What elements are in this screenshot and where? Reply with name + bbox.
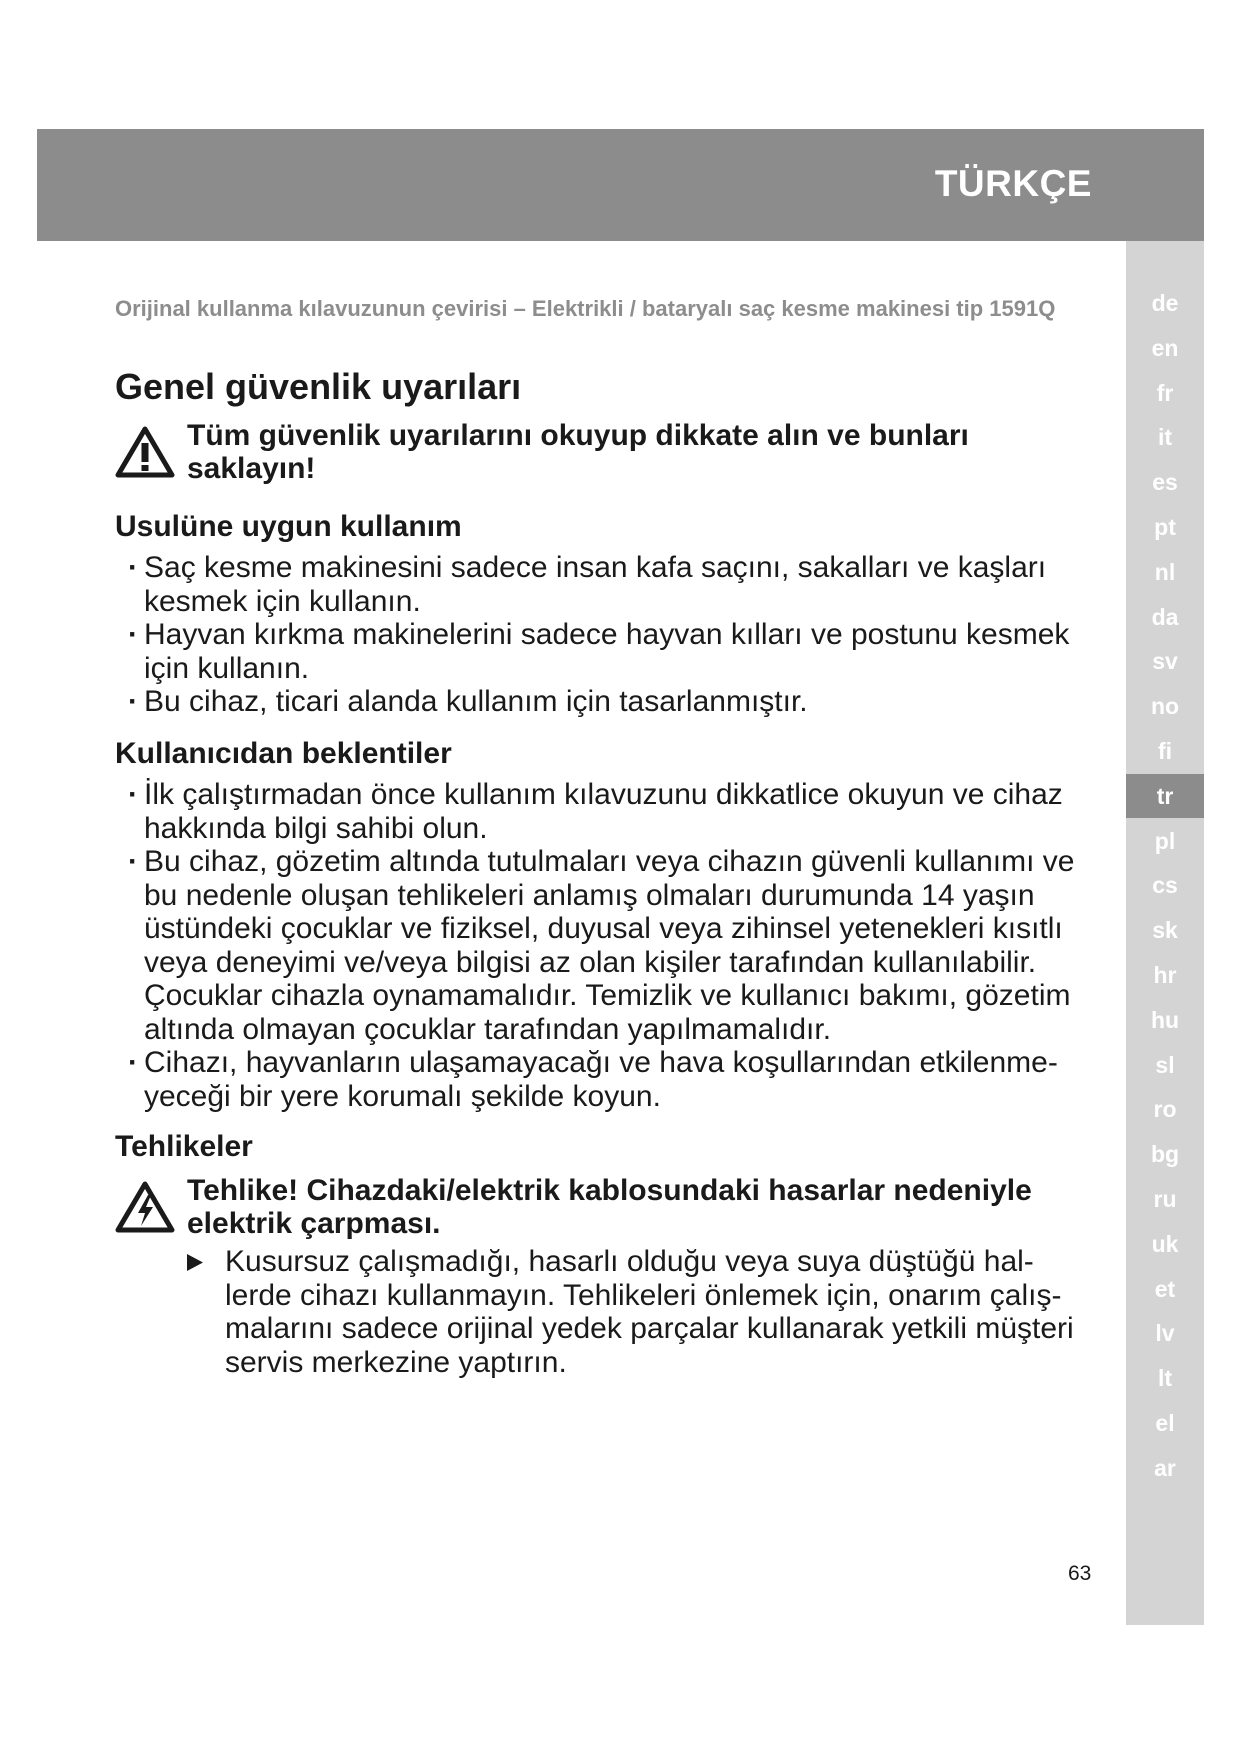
language-item-sk: sk — [1152, 917, 1178, 944]
hazard-instruction-text: Kusursuz çalışmadığı, hasarlı olduğu veya suya düştüğü hal-lerde cihazı kullanmayın. Tehlikeleri önlemek için, onarım çalış-malarını sadece orijinal yedek parçalar kullanarak yetkili müşteri servis merkezine yaptırın. — [225, 1245, 1074, 1379]
section-title-hazards: Tehlikeler — [115, 1130, 253, 1163]
list-item: · İlk çalıştırmadan önce kullanım kılavuzunu dikkatlice okuyun ve cihaz hakkında bilgi sahibi olun. — [128, 778, 1088, 845]
language-item-no: no — [1150, 693, 1180, 720]
language-item-lv: lv — [1155, 1320, 1175, 1347]
warning-triangle-icon — [115, 425, 175, 479]
hazard-instruction — [187, 1245, 1087, 1379]
proper-use-list — [128, 551, 1088, 719]
language-item-it: it — [1157, 424, 1173, 451]
language-item-ru: ru — [1153, 1186, 1177, 1212]
list-item: · Saç kesme makinesini sadece insan kafa saçını, sakalları ve kaşları kesmek için kullanın. — [128, 551, 1088, 618]
page-number: 63 — [1068, 1562, 1092, 1585]
language-item-ro: ro — [1153, 1096, 1177, 1123]
user-expectations-list — [128, 778, 1088, 1113]
general-safety-warning: Tüm güvenlik uyarılarını okuyup dikkate alın ve bunları saklayın! — [187, 419, 969, 485]
language-item-pt: pt — [1154, 514, 1176, 540]
hazard-warning: Tehlike! Cihazdaki/elektrik kablosundaki hasarlar nedeniyle elektrik çarpması. — [187, 1174, 1032, 1240]
language-item-nl: nl — [1154, 558, 1176, 585]
language-item-et: et — [1154, 1275, 1176, 1302]
language-item-da: da — [1151, 603, 1179, 630]
language-item-pl: pl — [1154, 827, 1176, 854]
section-title-user-expectations: Kullanıcıdan beklentiler — [115, 737, 452, 770]
section-title-general-safety: Genel güvenlik uyarıları — [115, 366, 522, 407]
language-item-fr: fr — [1156, 379, 1174, 406]
language-item-es: es — [1152, 469, 1178, 496]
language-item-cs: cs — [1152, 872, 1178, 899]
list-item: · Bu cihaz, ticari alanda kullanım için tasarlanmıştır. — [128, 685, 1088, 719]
language-item-sl: sl — [1155, 1051, 1175, 1078]
language-item-bg: bg — [1150, 1141, 1180, 1168]
list-item: · Bu cihaz, gözetim altında tutulmaları veya cihazın güvenli kullanımı ve bu nedenle oluşan tehlikeleri anlamış olmaları durumunda 14 yaşın üstündeki çocuklar ve fiziksel, duyusal veya zihinsel yetenekleri kısıtlı veya deneyimi ve/veya bilgisi az olan kişiler tarafından kullanılabilir. Çocuklar cihazla oynamamalıdır. Temizlik ve kullanıcı bakımı, gözetim altında olmayan çocuklar tarafından yapılmamalıdır. — [128, 845, 1088, 1046]
language-item-uk: uk — [1151, 1230, 1179, 1257]
language-item-lt: lt — [1157, 1365, 1173, 1392]
language-item-hr: hr — [1153, 962, 1177, 988]
language-sidebar — [1126, 241, 1204, 1625]
language-item-en: en — [1151, 334, 1179, 361]
list-item: · Hayvan kırkma makinelerini sadece hayvan kılları ve postunu kesmek için kullanın. — [128, 618, 1088, 685]
language-item-fi: fi — [1157, 738, 1173, 764]
electric-shock-warning-icon — [115, 1180, 175, 1234]
document-subtitle: Orijinal kullanma kılavuzunun çevirisi – Elektrikli / bataryalı saç kesme makinesi tip 1591Q — [115, 296, 1056, 321]
language-item-el: el — [1155, 1410, 1175, 1436]
arrow-right-icon — [187, 1254, 203, 1271]
language-item-de: de — [1151, 290, 1179, 316]
list-item: · Cihazı, hayvanların ulaşamayacağı ve hava koşullarından etkilenme-yeceği bir yere korumalı şekilde koyun. — [128, 1046, 1088, 1113]
language-item-sv: sv — [1152, 648, 1178, 675]
section-title-proper-use: Usulüne uygun kullanım — [115, 510, 462, 543]
header-title: TÜRKÇE — [934, 163, 1092, 204]
language-item-tr: tr — [1126, 774, 1204, 818]
language-item-ar: ar — [1154, 1454, 1176, 1481]
header-band — [37, 129, 1204, 241]
language-item-hu: hu — [1150, 1006, 1180, 1033]
